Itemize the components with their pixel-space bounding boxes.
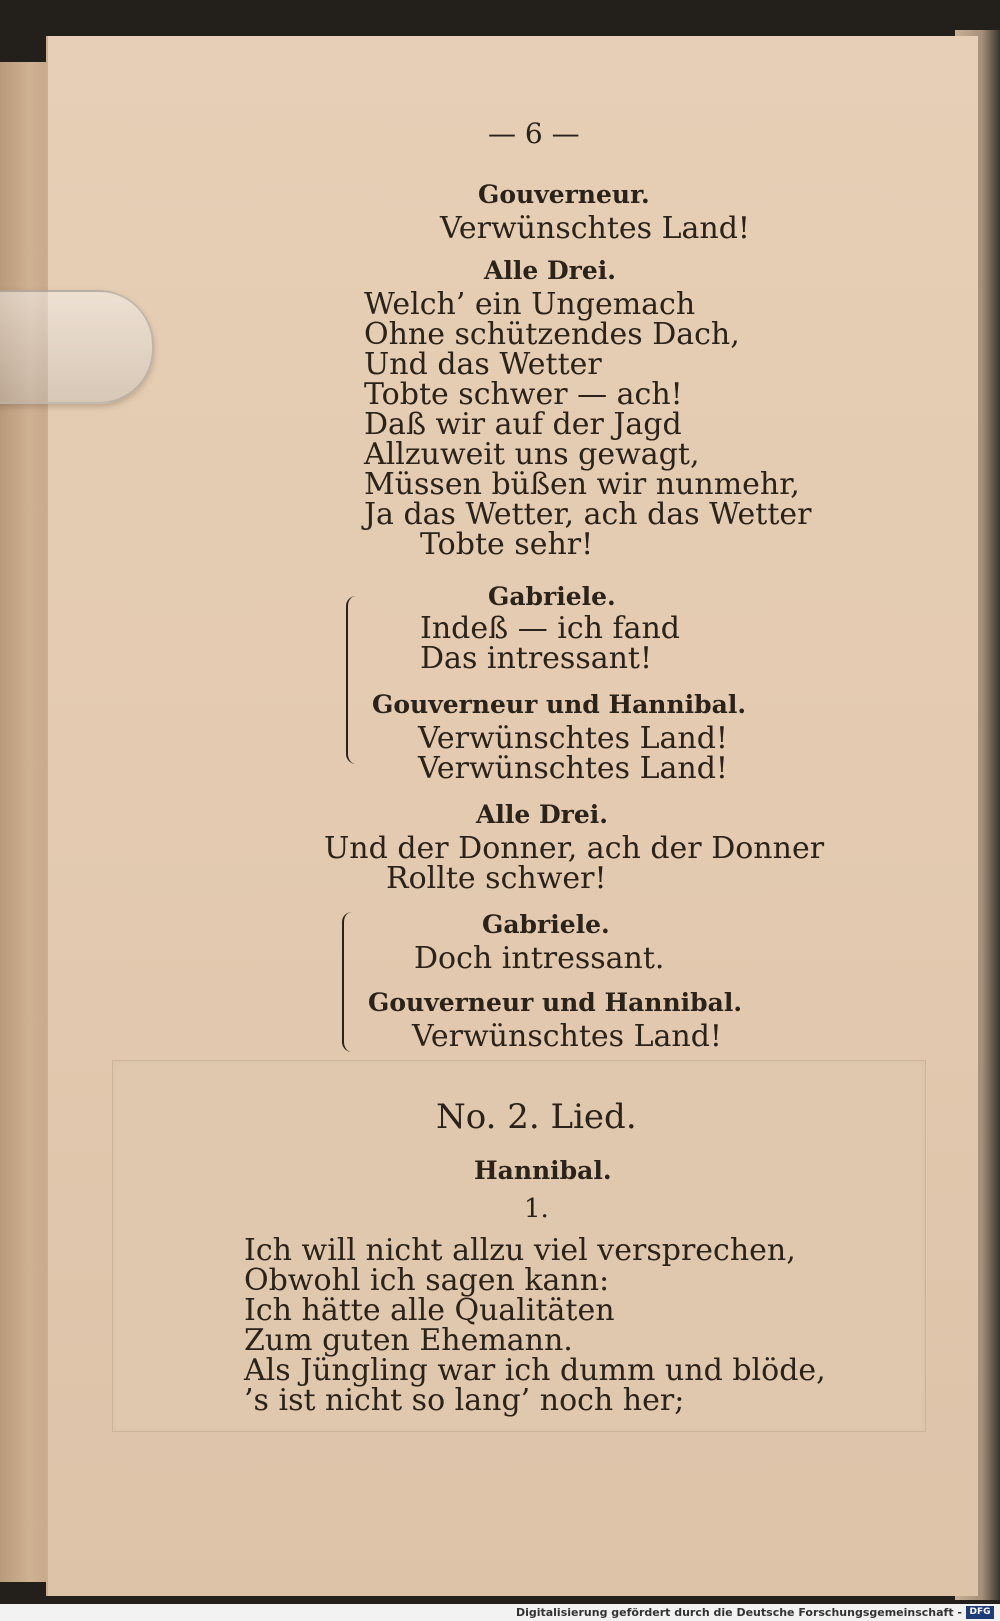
verse-line: Das intressant! (420, 641, 653, 676)
brace (342, 912, 358, 1052)
verse-line: Tobte schwer — ach! (364, 377, 683, 412)
verse-line: Verwünschtes Land! (412, 1019, 722, 1054)
brace (346, 596, 362, 764)
verse-line: Welch’ ein Ungemach (364, 287, 696, 322)
speaker-gabriele: Gabriele. (488, 582, 616, 611)
verse-line: Doch intressant. (414, 941, 665, 976)
speaker-gabriele: Gabriele. (482, 910, 610, 939)
verse-line: Ich hätte alle Qualitäten (244, 1293, 615, 1328)
speaker-hannibal: Hannibal. (474, 1156, 612, 1185)
page-clip (0, 290, 154, 404)
verse-line: Als Jüngling war ich dumm und blöde, (244, 1353, 826, 1388)
speaker-alle-drei: Alle Drei. (484, 256, 616, 285)
footer-bar (0, 1604, 1000, 1621)
verse-number: 1. (524, 1194, 549, 1224)
verse-line: Ohne schützendes Dach, (364, 317, 740, 352)
song-title: No. 2. Lied. (436, 1097, 637, 1137)
verse-line: Verwünschtes Land! (418, 751, 728, 786)
verse-line: Und der Donner, ach der Donner (324, 831, 825, 866)
page-number: — 6 — (488, 117, 580, 150)
verse-line: Ich will nicht allzu viel versprechen, (244, 1233, 796, 1268)
speaker-gouverneur-hannibal: Gouverneur und Hannibal. (372, 690, 747, 719)
verse-line: Indeß — ich fand (420, 611, 681, 646)
speaker-gouverneur: Gouverneur. (478, 180, 650, 209)
speaker-gouverneur-hannibal: Gouverneur und Hannibal. (368, 988, 743, 1017)
verse-line: Obwohl ich sagen kann: (244, 1263, 610, 1298)
verse-line: Daß wir auf der Jagd (364, 407, 682, 442)
verse-line: Müssen büßen wir nunmehr, (364, 467, 800, 502)
verse-line: Verwünschtes Land! (440, 211, 750, 246)
speaker-alle-drei: Alle Drei. (476, 800, 608, 829)
footer-credit: Digitalisierung gefördert durch die Deutsche Forschungsgemeinschaft - (515, 1606, 962, 1619)
verse-line: Verwünschtes Land! (418, 721, 728, 756)
verse-line: ’s ist nicht so lang’ noch her; (244, 1383, 685, 1418)
verse-line: Zum guten Ehemann. (244, 1323, 573, 1358)
dfg-logo-icon: DFG (966, 1606, 994, 1619)
verse-line: Ja das Wetter, ach das Wetter (364, 497, 812, 532)
verse-line: Rollte schwer! (386, 861, 607, 896)
verse-line: Und das Wetter (364, 347, 602, 382)
verse-line: Tobte sehr! (420, 527, 594, 562)
verse-line: Allzuweit uns gewagt, (364, 437, 700, 472)
